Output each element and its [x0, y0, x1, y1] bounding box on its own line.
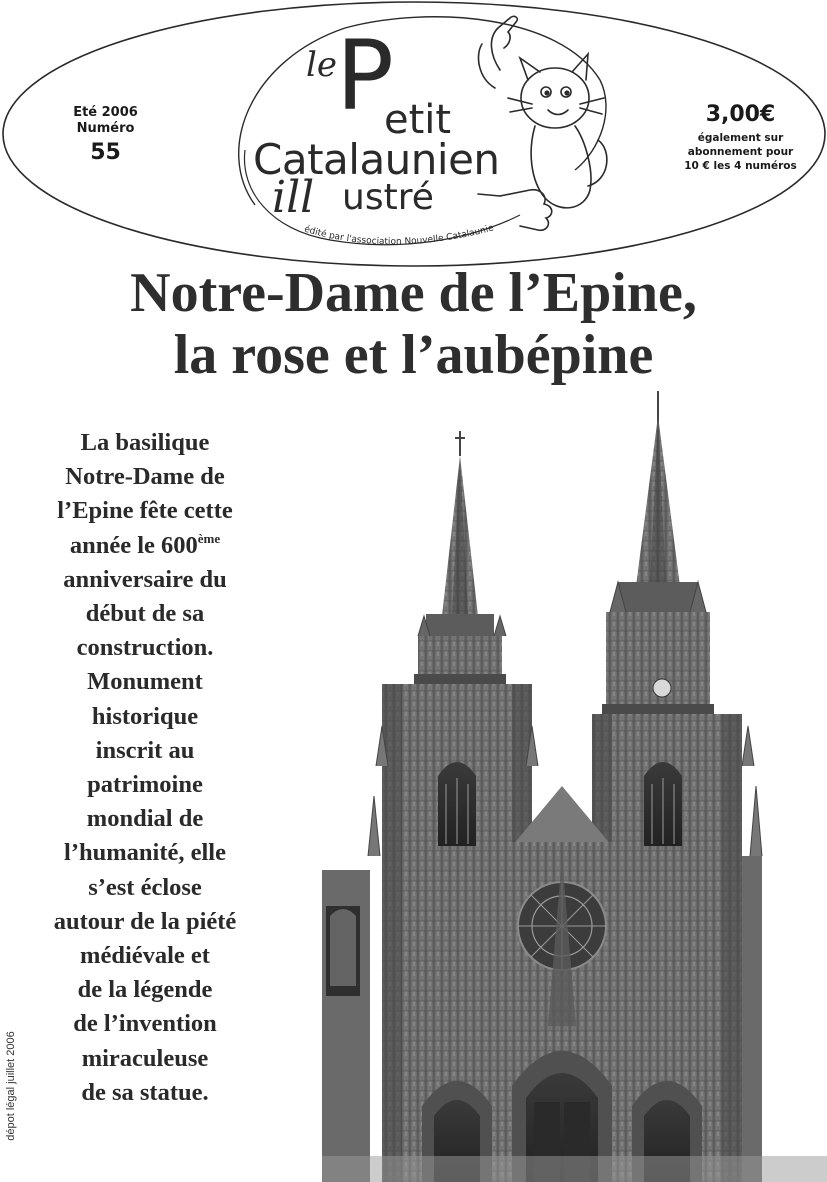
lead-line: Notre-Dame de [65, 463, 225, 491]
lead-line: de la légende [77, 976, 213, 1004]
logo-catalaunien: Catalaunien [253, 135, 500, 184]
logo-p: P [336, 20, 394, 132]
price-note-1: également sur [697, 132, 784, 144]
lead-line: de l’invention [73, 1010, 217, 1038]
price-amount: 3,00€ [705, 102, 776, 127]
headline-line-1: Notre-Dame de l’Epine, [130, 262, 697, 324]
lead-line: l’Epine fête cette [57, 497, 233, 525]
price-note-3: 10 € les 4 numéros [684, 160, 797, 172]
legal-deposit [4, 1022, 18, 1152]
lead-line: mondial de [86, 805, 204, 833]
issue-info [58, 105, 153, 167]
legal-deposit-text: dépot légal juillet 2006 [5, 1031, 17, 1141]
logo-etit: etit [384, 97, 452, 143]
issue-season: Eté 2006 [73, 105, 138, 120]
lead-line: début de sa [85, 600, 205, 628]
logo-ill: ill [272, 172, 315, 223]
left-spire [414, 431, 506, 684]
lead-line: de sa statue. [81, 1078, 209, 1106]
logo-le: le [306, 45, 337, 85]
lead-line: autour de la piété [53, 907, 237, 935]
lead-line-text: année le 600 [69, 531, 198, 559]
lead-line: historique [91, 702, 199, 730]
publisher-text: édité par l'association Nouvelle Catalaunie [302, 223, 495, 248]
issue-number: 55 [90, 140, 121, 165]
price-info [678, 100, 803, 172]
right-spire [602, 391, 714, 716]
lead-line-anniversary [20, 529, 270, 563]
issue-label: Numéro [76, 121, 135, 136]
lead-line: inscrit au [95, 736, 195, 764]
basilica-photo [322, 386, 827, 1182]
lead-line: miraculeuse [81, 1044, 209, 1072]
price-note-2: abonnement pour [687, 146, 794, 158]
lead-line: patrimoine [87, 771, 203, 799]
ordinal-suffix: ème [197, 530, 221, 546]
masthead [0, 0, 827, 270]
lead-paragraph [20, 426, 270, 1110]
headline [0, 262, 827, 386]
lead-line: l’humanité, elle [64, 839, 226, 867]
logo-ustre: ustré [342, 177, 434, 218]
lead-line: anniversaire du [63, 565, 227, 593]
lead-line: médiévale et [80, 942, 210, 970]
clock-icon [653, 679, 671, 697]
basilica-illustration [322, 386, 827, 1182]
cat-mascot-icon [478, 16, 607, 230]
lead-line: La basilique [80, 429, 210, 456]
lead-line: s’est éclose [88, 873, 202, 901]
lead-line: Monument [87, 668, 203, 696]
lead-line: construction. [76, 634, 214, 662]
headline-line-2: la rose et l’aubépine [173, 324, 654, 386]
